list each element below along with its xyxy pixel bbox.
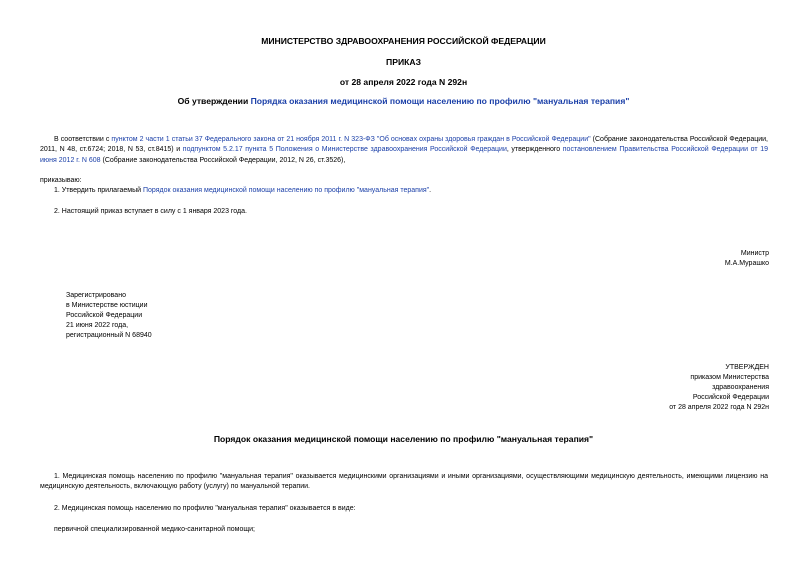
preamble-text-4: (Собрание законодательства Российской Федерации, 2012, N 26, ст.3526), xyxy=(100,156,346,164)
procedure-paragraph-1: 1. Медицинская помощь населению по профилю "мануальная терапия" оказывается медицинскими организациями и иными организациями, осуществляющими медицинскую деятельность, имеющими лицензию на медицинскую деятельность, включающую работу (услугу) по мануальной терапии. xyxy=(40,473,768,491)
government-decree-link[interactable]: постановлением Правительства Российской Федерации от 19 июня 2012 г. N 608 xyxy=(40,146,768,164)
order-item-1-prefix: 1. Утвердить прилагаемый xyxy=(54,187,143,194)
regulation-link[interactable]: подпунктом 5.2.17 пункта 5 Положения о Министерстве здравоохранения Российской Федерации xyxy=(182,146,507,154)
procedure-link[interactable]: Порядок оказания медицинской помощи населению по профилю "мануальная терапия" xyxy=(142,187,430,194)
doc-type-heading: ПРИКАЗ xyxy=(386,57,421,67)
preamble-text-1: В соответствии с xyxy=(54,136,112,143)
preamble-text-2: (Собрание законодательства Российской Федерации, 2011, N 48, ст.6724; 2018, N 53, ст.8415) и xyxy=(40,136,769,154)
order-item-2: 2. Настоящий приказ вступает в силу с 1 января 2023 года. xyxy=(54,208,247,215)
federal-law-link[interactable]: пунктом 2 части 1 статьи 37 Федерального закона от 21 ноября 2011 г. N 323-ФЗ "Об основах охраны здоровья граждан в Российской Федерации" xyxy=(111,136,591,143)
registration-line-5: регистрационный N 68940 xyxy=(66,332,152,339)
registration-line-2: в Министерстве юстиции xyxy=(66,302,148,309)
approval-line-3: здравоохранения xyxy=(712,384,769,391)
procedure-paragraph-3: первичной специализированной медико-санитарной помощи; xyxy=(54,526,255,533)
order-subject xyxy=(0,96,807,106)
approval-line-5: от 28 апреля 2022 года N 292н xyxy=(669,404,769,411)
registration-line-3: Российской Федерации xyxy=(66,312,143,319)
registration-line-4: 21 июня 2022 года, xyxy=(66,322,129,329)
approval-line-4: Российской Федерации xyxy=(692,394,769,401)
order-item-1 xyxy=(54,186,431,196)
procedure-paragraph-2: 2. Медицинская помощь населению по профилю "мануальная терапия" оказывается в виде: xyxy=(54,505,356,512)
procedure-title: Порядок оказания медицинской помощи населению по профилю "мануальная терапия" xyxy=(213,434,594,444)
ministry-heading: МИНИСТЕРСТВО ЗДРАВООХРАНЕНИЯ РОССИЙСКОЙ ФЕДЕРАЦИИ xyxy=(261,36,546,46)
signature-name: М.А.Мурашко xyxy=(724,260,769,267)
order-date-number: от 28 апреля 2022 года N 292н xyxy=(339,77,468,87)
procedure-title-link[interactable]: Порядка оказания медицинской помощи населению по профилю "мануальная терапия" xyxy=(250,96,630,106)
order-subject-prefix: Об утверждении xyxy=(177,96,251,106)
order-keyword: приказываю: xyxy=(40,177,82,184)
approval-line-2: приказом Министерства xyxy=(690,374,769,381)
signature-title: Министр xyxy=(740,250,769,257)
preamble-paragraph xyxy=(40,135,768,166)
preamble-text-3: , утвержденного xyxy=(506,146,563,154)
order-item-1-suffix: . xyxy=(429,187,432,194)
approval-line-1: УТВЕРЖДЕН xyxy=(725,364,769,371)
registration-line-1: Зарегистрировано xyxy=(66,292,126,299)
